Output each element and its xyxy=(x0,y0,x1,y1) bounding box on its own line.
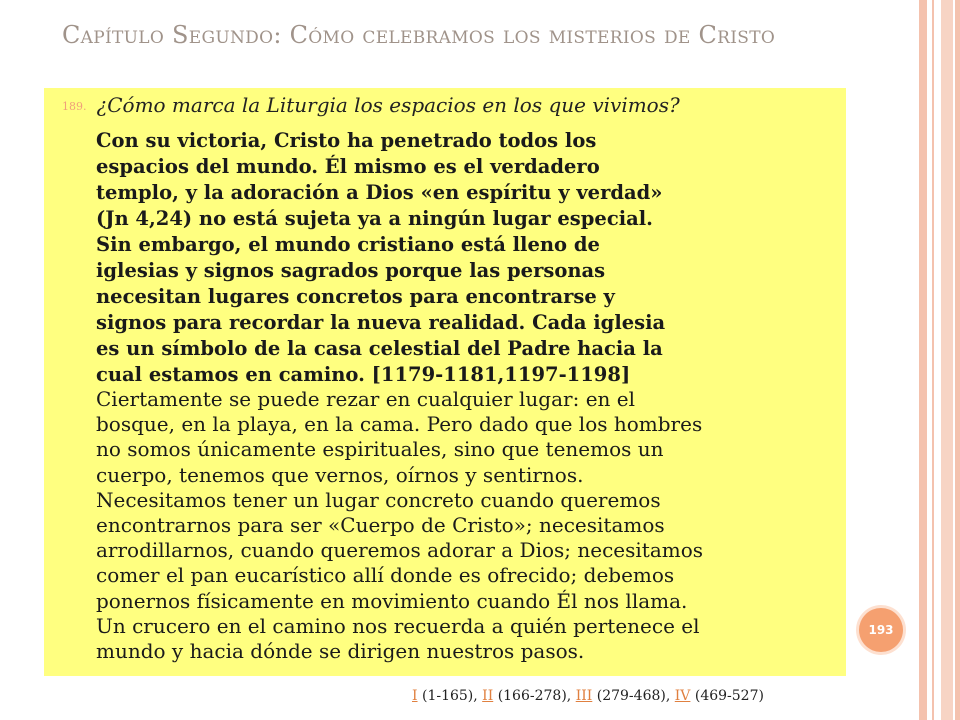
commentary-line: arrodillarnos, cuando queremos adorar a Dios; necesitamos xyxy=(96,538,704,563)
answer-line: templo, y la adoración a Dios «en espíritu y verdad» xyxy=(96,181,663,204)
commentary-line: Un crucero en el camino nos recuerda a quién pertenece el xyxy=(96,613,700,638)
section-range: (166-278), xyxy=(497,688,572,704)
decorative-stripe xyxy=(955,0,960,720)
answer-line: necesitan lugares concretos para encontrarse y xyxy=(96,285,615,308)
answer-line: Sin embargo, el mundo cristiano está lleno de xyxy=(96,233,600,256)
answer-line: es un símbolo de la casa celestial del Padre hacia la xyxy=(96,337,663,360)
section-link-iii[interactable]: III xyxy=(575,688,593,704)
page-number-badge: 193 xyxy=(859,608,903,652)
commentary-line: no somos únicamente espirituales, sino que tenemos un xyxy=(96,437,664,462)
section-link-ii[interactable]: II xyxy=(482,688,494,704)
commentary-line: encontrarnos para ser «Cuerpo de Cristo»; necesitamos xyxy=(96,513,665,538)
section-range: (469-527) xyxy=(694,688,764,704)
answer-line: espacios del mundo. Él mismo es el verdadero xyxy=(96,155,600,178)
commentary-line: ponernos físicamente en movimiento cuando Él nos llama. xyxy=(96,588,688,613)
decorative-stripe xyxy=(941,0,953,720)
commentary-line: mundo y hacia dónde se dirigen nuestros pasos. xyxy=(96,639,585,664)
question-number: 189. xyxy=(62,100,87,113)
decorative-stripe xyxy=(932,0,934,720)
commentary-line: Ciertamente se puede rezar en cualquier lugar: en el xyxy=(96,387,635,411)
section-link-i[interactable]: I xyxy=(412,688,418,704)
question-text: ¿Cómo marca la Liturgia los espacios en los que vivimos? xyxy=(96,93,680,117)
section-range: (1-165), xyxy=(421,688,478,704)
decorative-stripe xyxy=(919,0,927,720)
commentary-text xyxy=(96,387,838,664)
answer-line: Con su victoria, Cristo ha penetrado todos los xyxy=(96,129,597,152)
section-links xyxy=(412,688,764,704)
section-link-iv[interactable]: IV xyxy=(674,688,691,704)
question xyxy=(62,93,842,117)
answer-line: cual estamos en camino. [1179-1181,1197-1198] xyxy=(96,363,631,386)
answer-line: iglesias y signos sagrados porque las personas xyxy=(96,259,606,282)
section-range: (279-468), xyxy=(596,688,671,704)
answer-line: (Jn 4,24) no está sujeta ya a ningún lugar especial. xyxy=(96,207,653,230)
commentary-line: comer el pan eucarístico allí donde es ofrecido; debemos xyxy=(96,563,675,588)
answer-line: signos para recordar la nueva realidad. Cada iglesia xyxy=(96,311,666,334)
slide-title: Capítulo Segundo: Cómo celebramos los misterios de Cristo xyxy=(62,21,776,49)
commentary-line: cuerpo, tenemos que vernos, oírnos y sentirnos. xyxy=(96,462,584,487)
answer-text xyxy=(96,128,838,388)
commentary-line: Necesitamos tener un lugar concreto cuando queremos xyxy=(96,487,661,512)
commentary-line: bosque, en la playa, en la cama. Pero dado que los hombres xyxy=(96,412,703,437)
